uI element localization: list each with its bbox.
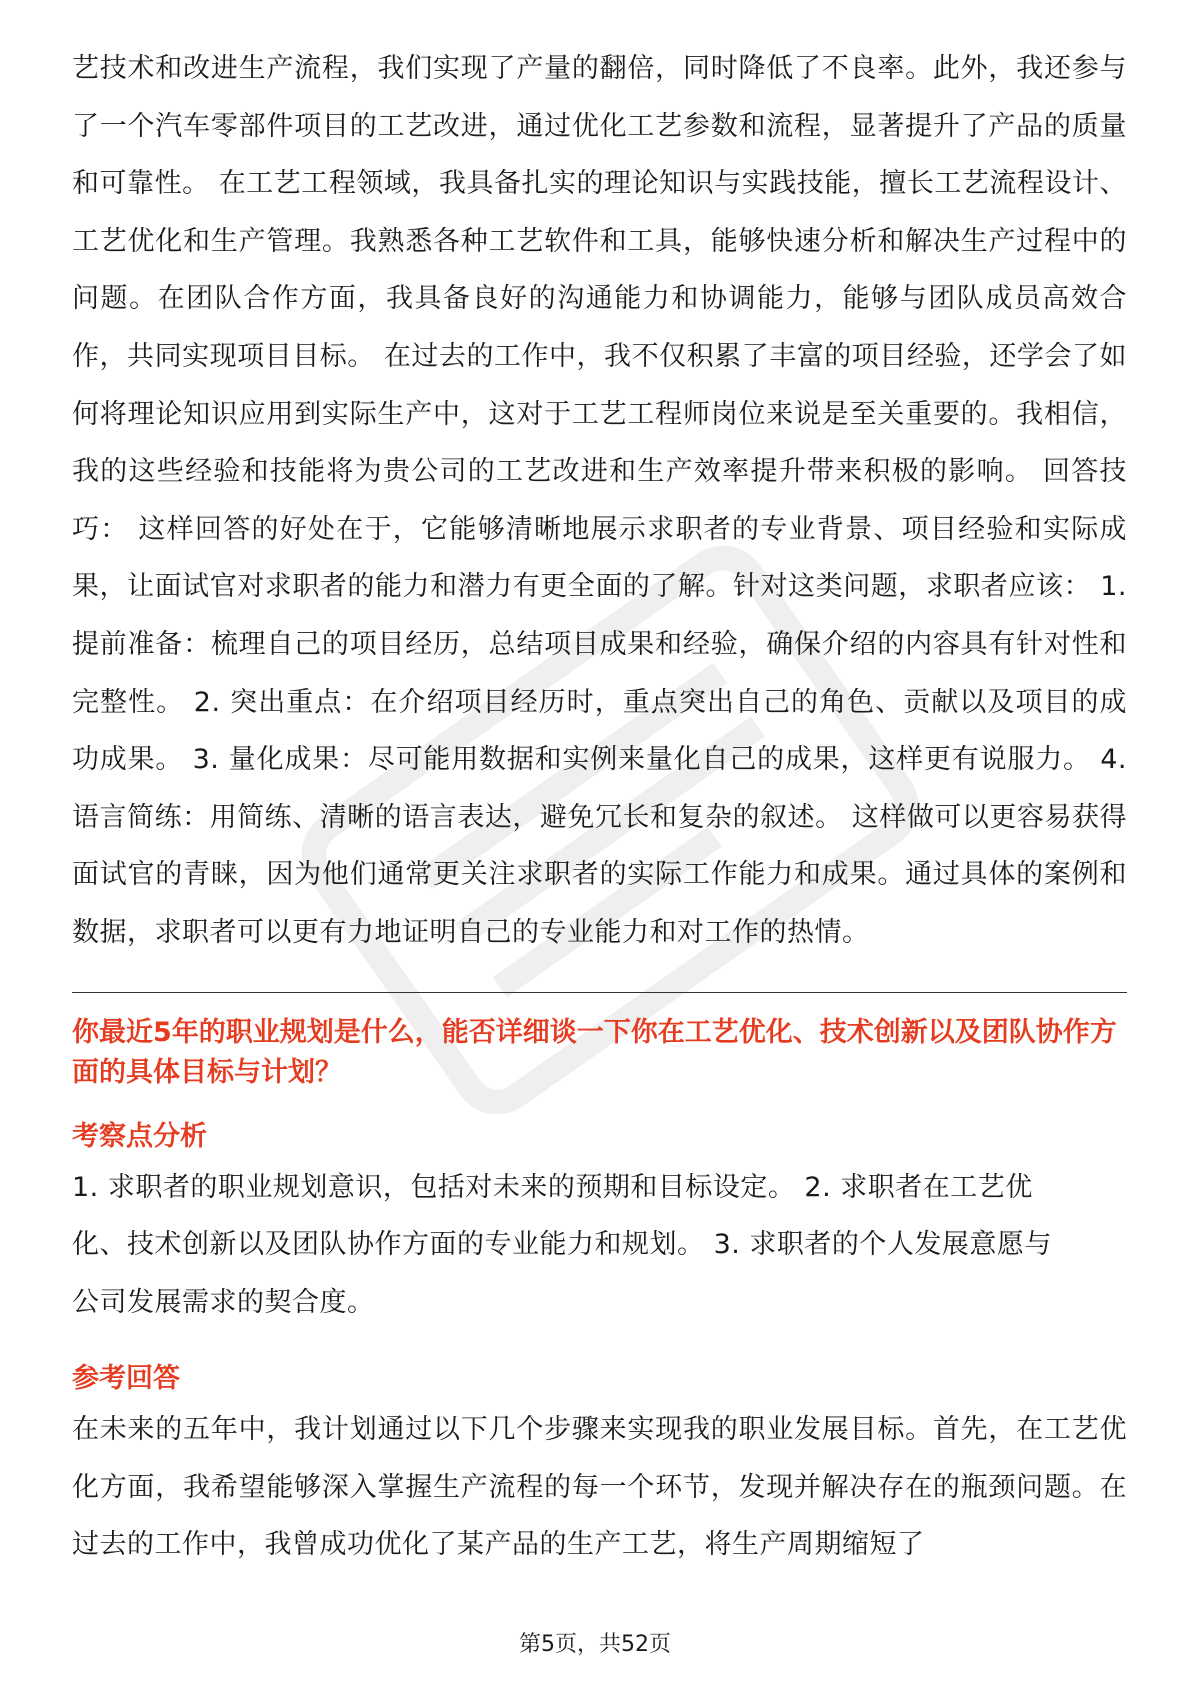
intro-paragraph: 艺技术和改进生产流程，我们实现了产量的翻倍，同时降低了不良率。此外，我还参与了一个汽车零部件项目的工艺改进，通过优化工艺参数和流程，显著提升了产品的质量和可靠性。 在工艺工程领域，我具备扎实的理论知识与实践技能，擅长工艺流程设计、工艺优化和生产管理。我熟悉各种工艺软件和工具，能够快速分析和解决生产过程中的问题。在团队合作方面，我具备良好的沟通能力和协调能力，能够与团队成员高效合作，共同实现项目目标。 在过去的工作中，我不仅积累了丰富的项目经验，还学会了如何将理论知识应用到实际生产中，这对于工艺工程师岗位来说是至关重要的。我相信，我的这些经验和技能将为贵公司的工艺改进和生产效率提升带来积极的影响。 回答技巧： 这样回答的好处在于，它能够清晰地展示求职者的专业背景、项目经验和实际成果，让面试官对求职者的能力和潜力有更全面的了解。针对这类问题，求职者应该： 1. 提前准备：梳理自己的项目经历，总结项目成果和经验，确保介绍的内容具有针对性和完整性。 2. 突出重点：在介绍项目经历时，重点突出自己的角色、贡献以及项目的成功成果。 3. 量化成果：尽可能用数据和实例来量化自己的成果，这样更有说服力。 4. 语言简练：用简练、清晰的语言表达，避免冗长和复杂的叙述。 这样做可以更容易获得面试官的青睐，因为他们通常更关注求职者的实际工作能力和成果。通过具体的案例和数据，求职者可以更有力地证明自己的专业能力和对工作的热情。 xyxy=(72,53,1127,948)
document-content xyxy=(72,40,1127,1574)
analysis-text: 1. 求职者的职业规划意识，包括对未来的预期和目标设定。 2. 求职者在工艺优化、技术创新以及团队协作方面的专业能力和规划。 3. 求职者的个人发展意愿与公司发展需求的契合度。 xyxy=(72,1171,1052,1318)
section-divider xyxy=(72,992,1127,993)
answer-heading: 参考回答 xyxy=(72,1363,180,1395)
answer-text: 在未来的五年中，我计划通过以下几个步骤来实现我的职业发展目标。首先，在工艺优化方面，我希望能够深入掌握生产流程的每一个环节，发现并解决存在的瓶颈问题。在过去的工作中，我曾成功优化了某产品的生产工艺，将生产周期缩短了 xyxy=(72,1414,1127,1561)
analysis-heading: 考察点分析 xyxy=(72,1120,207,1152)
page-number: 第5页，共52页 xyxy=(519,1632,671,1657)
interview-question: 你最近5年的职业规划是什么，能否详细谈一下你在工艺优化、技术创新以及团队协作方面的具体目标与计划？ xyxy=(72,1016,1117,1088)
